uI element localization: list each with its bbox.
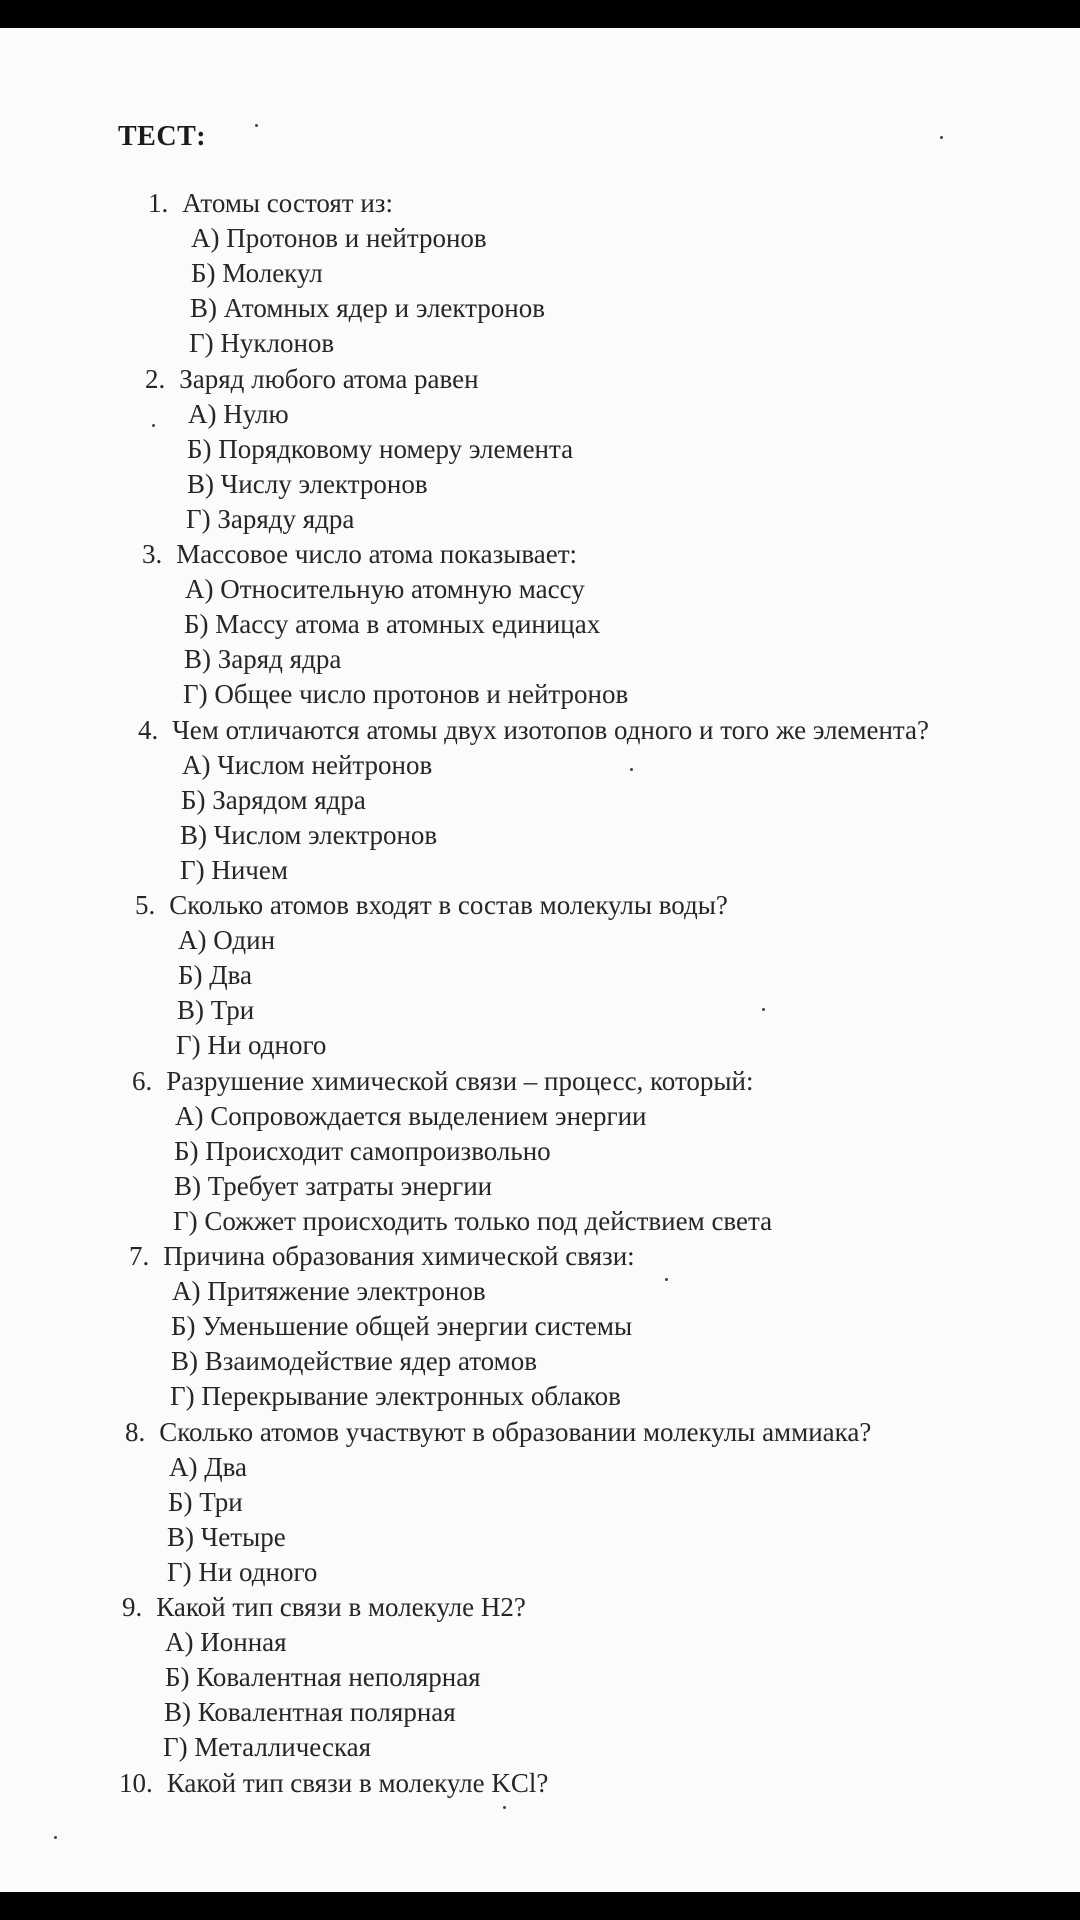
answer-option: Г) Ничем xyxy=(180,854,288,885)
question-text: Заряд любого атома равен xyxy=(179,363,479,394)
question-2 xyxy=(145,362,479,396)
answer-option: Б) Молекул xyxy=(191,258,323,289)
answer-option: Б) Зарядом ядра xyxy=(181,784,366,815)
scan-speck xyxy=(54,1836,57,1839)
answer-option: Б) Два xyxy=(178,960,253,991)
scan-speck xyxy=(630,768,633,771)
answer-option: В) Атомных ядер и электронов xyxy=(190,293,545,324)
question-4 xyxy=(138,713,929,747)
paper-sheet xyxy=(0,28,1080,1892)
question-number: 7. xyxy=(129,1241,150,1271)
document-title: ТЕСТ: xyxy=(118,121,207,152)
answer-option: Г) Нуклонов xyxy=(189,328,335,359)
question-number: 3. xyxy=(142,539,163,569)
question-number: 5. xyxy=(135,890,156,920)
question-9 xyxy=(122,1590,526,1624)
answer-option: А) Относительную атомную массу xyxy=(185,574,585,605)
answer-option: Б) Происходит самопроизвольно xyxy=(174,1135,551,1166)
scan-speck xyxy=(762,1008,765,1011)
question-number: 10. xyxy=(119,1767,153,1798)
question-10 xyxy=(119,1766,548,1800)
question-1 xyxy=(148,186,393,220)
answer-option: А) Нулю xyxy=(188,398,289,429)
answer-option: Б) Ковалентная неполярная xyxy=(165,1662,481,1693)
scan-speck xyxy=(940,136,943,139)
test-document xyxy=(0,28,1080,1892)
answer-option: Г) Ни одного xyxy=(167,1556,318,1587)
scan-speck xyxy=(665,1278,668,1281)
question-number: 6. xyxy=(132,1065,153,1096)
answer-option: Б) Уменьшение общей энергии системы xyxy=(171,1311,633,1342)
answer-option: Г) Сожжет происходить только под действием света xyxy=(173,1205,773,1236)
question-number: 8. xyxy=(125,1416,146,1447)
answer-option: А) Один xyxy=(178,925,276,956)
answer-option: В) Четыре xyxy=(167,1521,286,1552)
answer-option: А) Притяжение электронов xyxy=(172,1276,486,1307)
question-text: Причина образования химической связи: xyxy=(163,1241,635,1271)
answer-option: В) Три xyxy=(177,995,255,1026)
question-text: Сколько атомов входят в состав молекулы воды? xyxy=(169,890,728,920)
answer-option: Б) Массу атома в атомных единицах xyxy=(184,609,601,640)
answer-option: А) Протонов и нейтронов xyxy=(191,223,487,254)
question-number: 2. xyxy=(145,363,166,394)
answer-option: А) Числом нейтронов xyxy=(182,749,433,780)
answer-option: Г) Перекрывание электронных облаков xyxy=(170,1381,621,1412)
scan-speck xyxy=(255,124,258,127)
question-3 xyxy=(142,537,577,571)
question-text: Какой тип связи в молекуле Н2? xyxy=(156,1592,526,1622)
answer-option: В) Заряд ядра xyxy=(184,644,342,675)
question-7 xyxy=(129,1239,635,1273)
question-text: Какой тип связи в молекуле KCl? xyxy=(166,1767,549,1798)
answer-option: А) Сопровождается выделением энергии xyxy=(175,1100,647,1131)
scan-speck xyxy=(503,1806,506,1809)
question-text: Атомы состоят из: xyxy=(182,188,393,218)
question-5 xyxy=(135,888,728,922)
question-number: 4. xyxy=(138,714,159,745)
answer-option: А) Ионная xyxy=(165,1627,287,1658)
question-number: 9. xyxy=(122,1592,143,1622)
question-text: Сколько атомов участвуют в образовании молекулы аммиака? xyxy=(159,1416,872,1447)
answer-option: В) Числу электронов xyxy=(187,468,428,499)
answer-option: В) Числом электронов xyxy=(180,819,438,850)
question-text: Чем отличаются атомы двух изотопов одного и того же элемента? xyxy=(172,714,930,745)
answer-option: В) Требует затраты энергии xyxy=(174,1170,493,1201)
answer-option: В) Взаимодействие ядер атомов xyxy=(171,1346,537,1377)
answer-option: Г) Общее число протонов и нейтронов xyxy=(183,679,629,710)
answer-option: Г) Заряду ядра xyxy=(186,503,355,534)
scan-speck xyxy=(152,424,155,427)
question-8 xyxy=(125,1415,871,1449)
answer-option: Б) Порядковому номеру элемента xyxy=(187,433,574,464)
question-6 xyxy=(132,1064,753,1098)
answer-option: А) Два xyxy=(169,1451,248,1482)
answer-option: Г) Ни одного xyxy=(176,1030,327,1061)
question-text: Разрушение химической связи – процесс, который: xyxy=(166,1065,754,1096)
answer-option: Г) Металлическая xyxy=(163,1732,372,1763)
question-number: 1. xyxy=(148,188,169,218)
question-text: Массовое число атома показывает: xyxy=(176,539,578,569)
answer-option: В) Ковалентная полярная xyxy=(164,1697,456,1728)
answer-option: Б) Три xyxy=(168,1486,243,1517)
